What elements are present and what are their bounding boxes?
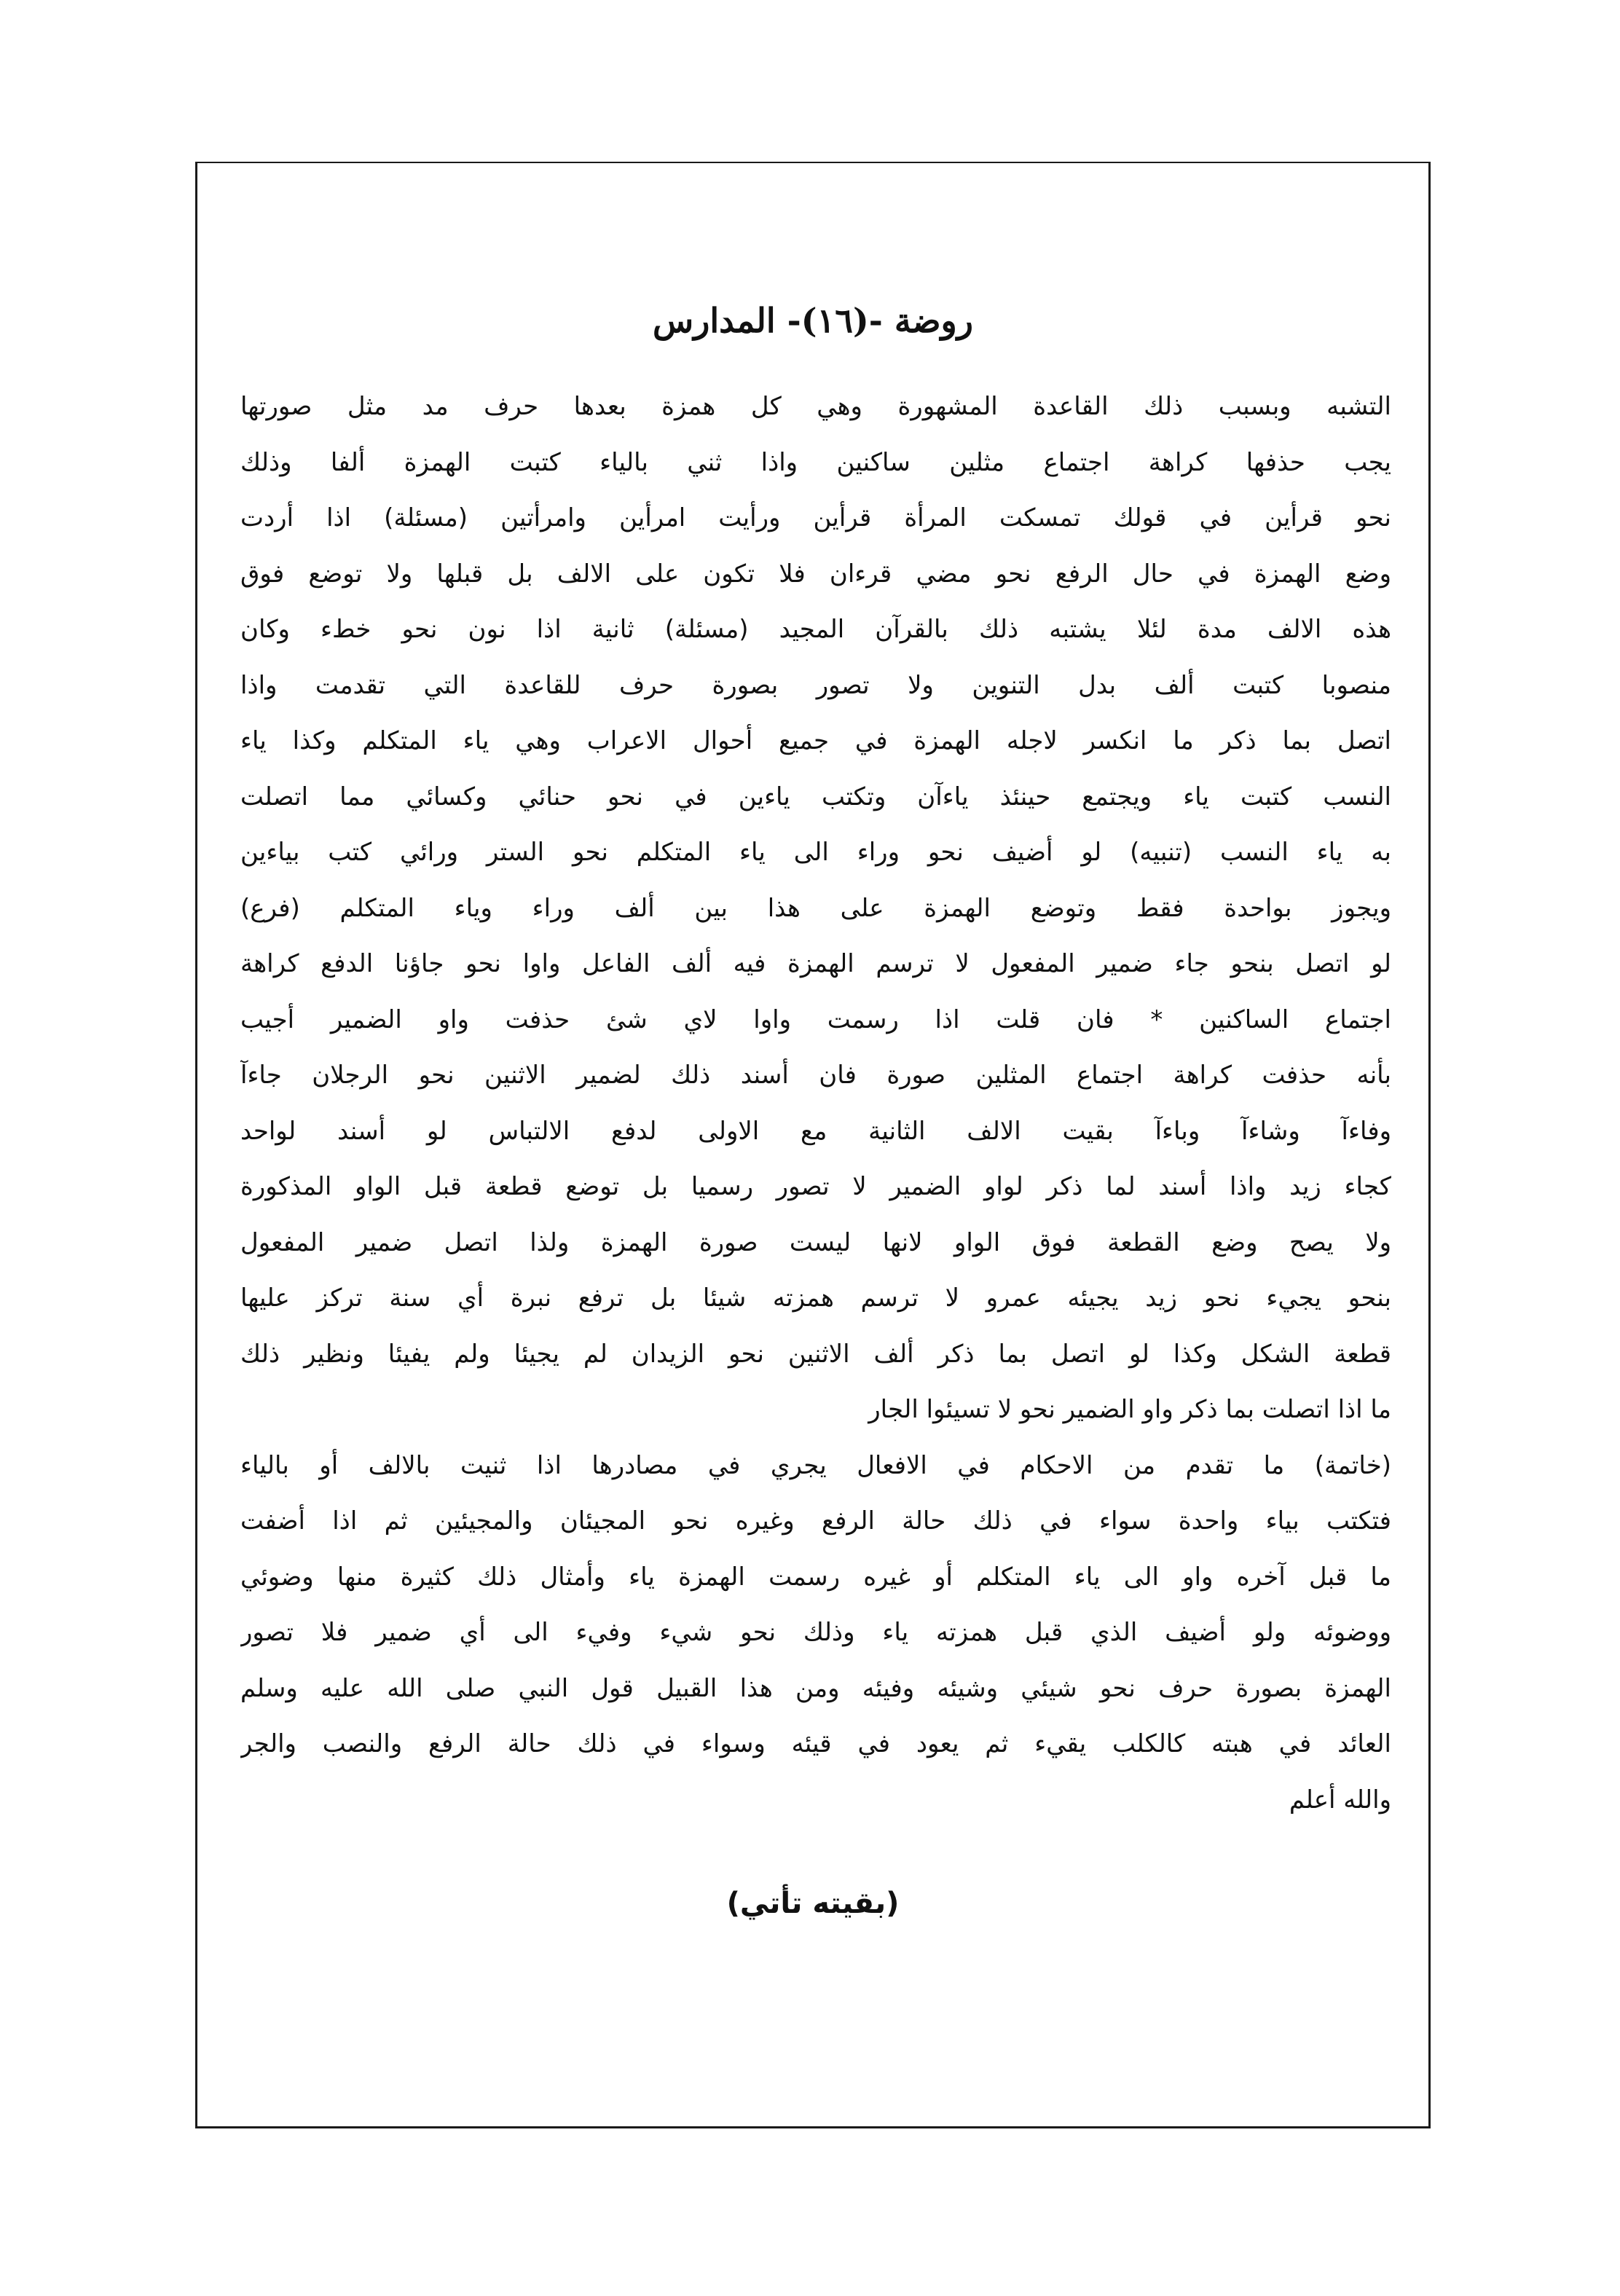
text-line: نحو قرأين في قولك تمسكت المرأة قرأين ورأيت امرأين وامرأتين (مسئلة) اذا أردت	[240, 503, 1391, 532]
text-line: العائد في هبته كالكلب يقيء ثم يعود في قيئه وسواء في ذلك حالة الرفع والنصب والجر	[240, 1729, 1391, 1758]
text-line: ما اذا اتصلت بما ذكر واو الضمير نحو لا تسيئوا الجار	[868, 1395, 1391, 1424]
text-line: (خاتمة) ما تقدم من الاحكام في الافعال يجري في مصادرها اذا ثنيت بالالف أو بالياء	[240, 1450, 1391, 1480]
text-line: ووضوئه ولو أضيف الذي قبل همزته ياء وذلك نحو شيء وفيء الى أي ضمير فلا تصور	[240, 1618, 1391, 1647]
text-line: يجب حذفها كراهة اجتماع مثلين ساكنين واذا ثني بالياء كتبت الهمزة ألفا وذلك	[240, 447, 1391, 477]
body-text	[240, 379, 1391, 1828]
text-line: التشبه وبسبب ذلك القاعدة المشهورة وهي كل همزة بعدها حرف مد مثل صورتها	[240, 392, 1391, 421]
text-line: اتصل بما ذكر ما انكسر لاجله الهمزة في جميع أحوال الاعراب وهي ياء المتكلم وكذا ياء	[240, 726, 1391, 755]
text-line: النسب كتبت ياء ويجتمع حينئذ ياءآن وتكتب ياءين في نحو حنائي وكسائي مما اتصلت	[240, 782, 1391, 811]
text-line: ولا يصح وضع القطعة فوق الواو لانها ليست صورة الهمزة ولذا اتصل ضمير المفعول	[240, 1227, 1391, 1257]
text-line: الهمزة بصورة حرف نحو شيئي وشيئه وفيئه ومن هذا القبيل قول النبي صلى الله عليه وسلم	[240, 1673, 1391, 1703]
text-line: بأنه حذفت كراهة اجتماع المثلين صورة فان أسند ذلك لضمير الاثنين نحو الرجلان جاءآ	[240, 1061, 1391, 1090]
text-line: قطعة الشكل وكذا لو اتصل بما ذكر ألف الاثنين نحو الزيدان لم يجيئا ولم يفيئا ونظير ذلك	[240, 1339, 1391, 1369]
text-line: به ياء النسب (تنبيه) لو أضيف نحو وراء الى ياء المتكلم نحو الستر ورائي كتب بياءين	[240, 838, 1391, 867]
text-line: ما قبل آخره واو الى ياء المتكلم أو غيره رسمت الهمزة ياء وأمثال ذلك كثيرة منها وضوئي	[240, 1562, 1391, 1592]
text-line: والله أعلم	[1289, 1785, 1391, 1815]
page-header: روضة -(١٦)- المدارس	[652, 301, 973, 340]
text-line: وضع الهمزة في حال الرفع نحو مضي قرءان فلا تكون على الالف بل قبلها ولا توضع فوق	[240, 559, 1391, 589]
text-line: هذه الالف مدة لئلا يشتبه ذلك بالقرآن المجيد (مسئلة) ثانية اذا نون نحو خطء وكان	[240, 615, 1391, 644]
text-line: اجتماع الساكنين * فان قلت اذا رسمت واوا لاي شئ حذفت واو الضمير أجيب	[240, 1004, 1391, 1034]
text-line: وفاءآ وشاءآ وباءآ بقيت الالف الثانية مع الاولى لدفع الالتباس لو أسند لواحد	[240, 1116, 1391, 1146]
text-line: ويجوز بواحدة فقط وتوضع الهمزة على هذا بين ألف وراء وياء المتكلم (فرع)	[240, 893, 1391, 923]
continuation-note: (بقيته تأتي)	[726, 1887, 900, 1920]
text-line: بنحو يجيء نحو زيد يجيئه عمرو لا ترسم همزته شيئا بل ترفع نبرة أي سنة تركز عليها	[240, 1283, 1391, 1313]
text-line: لو اتصل بنحو جاء ضمير المفعول لا ترسم الهمزة فيه ألف الفاعل واوا نحو جاؤنا الدفع كراهة	[240, 949, 1391, 978]
text-line: فتكتب بياء واحدة سواء في ذلك حالة الرفع وغيره نحو المجيئان والمجيئين ثم اذا أضفت	[240, 1506, 1391, 1536]
text-line: منصوبا كتبت ألف بدل التنوين ولا تصور بصورة حرف للقاعدة التي تقدمت واذا	[240, 670, 1391, 700]
text-line: كجاء زيد واذا أسند لما ذكر لواو الضمير لا تصور رسميا بل توضع قطعة قبل الواو المذكورة	[240, 1172, 1391, 1201]
